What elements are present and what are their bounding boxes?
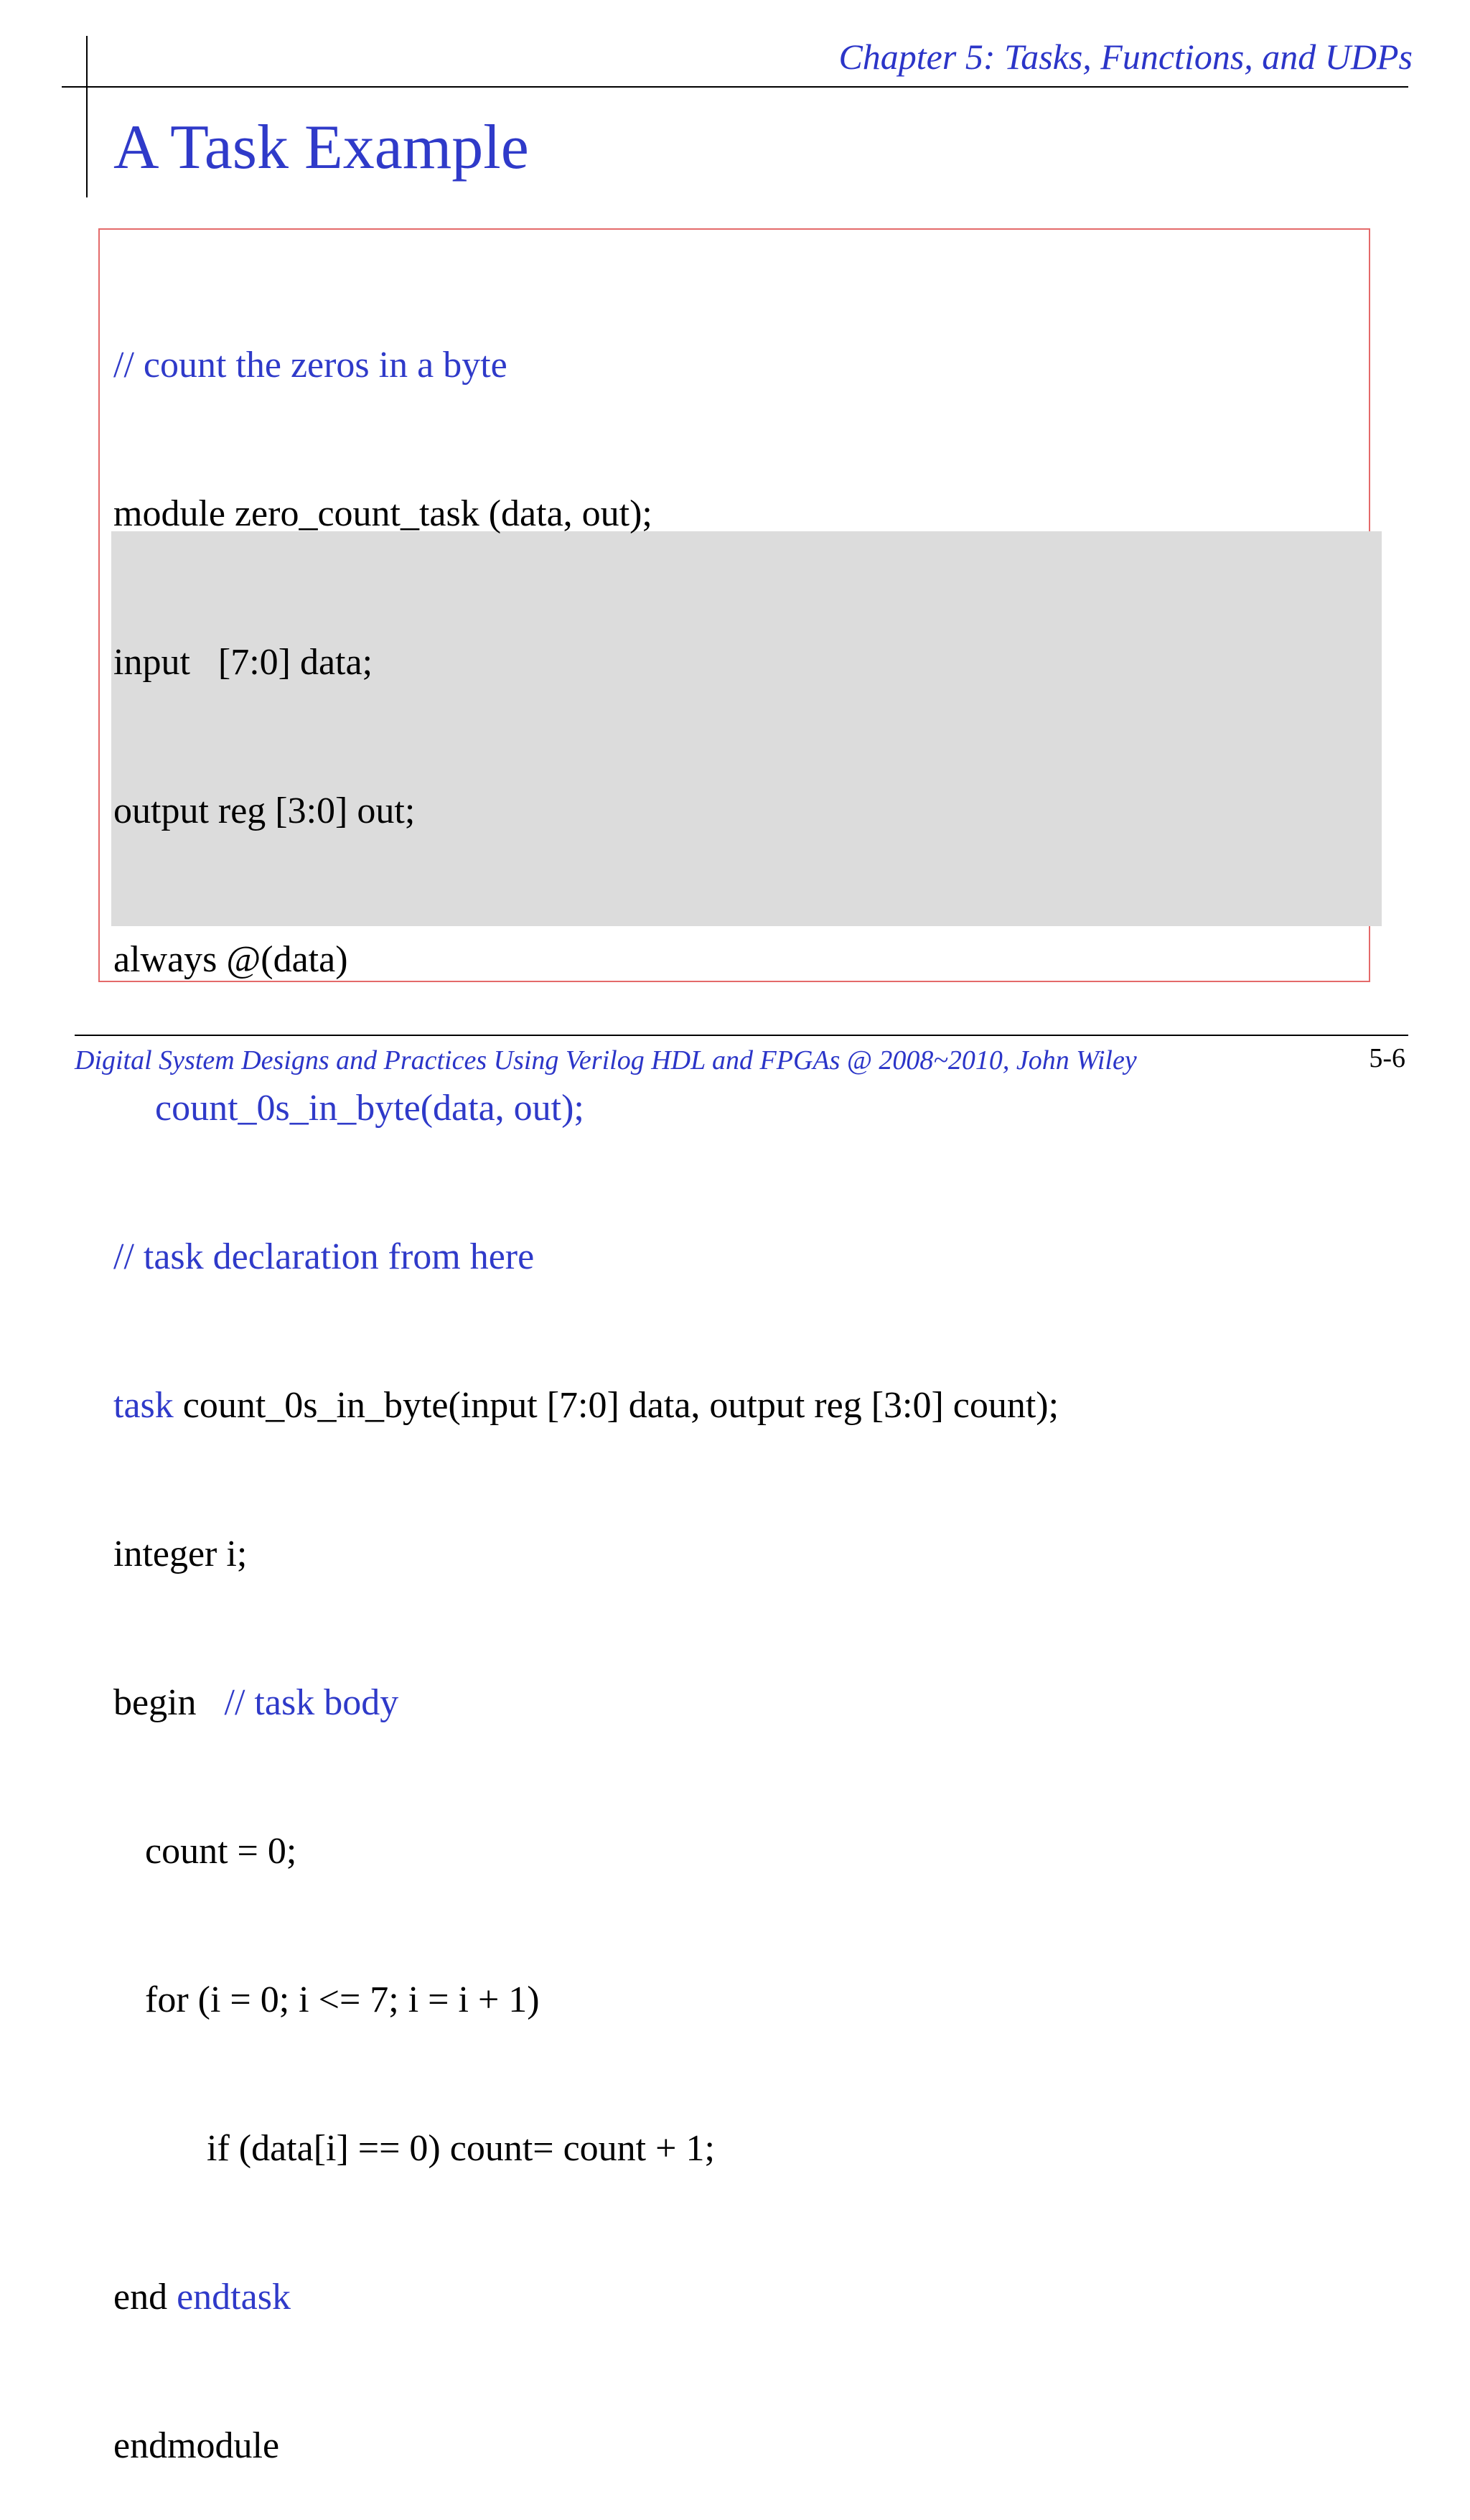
code-line-input: input [7:0] data; <box>113 642 373 683</box>
end-keyword: end <box>113 2277 177 2318</box>
footer-rule <box>75 1035 1408 1036</box>
header-rule <box>62 86 1408 88</box>
code-line-integer: integer i; <box>113 1534 248 1574</box>
code-line-module: module zero_count_task (data, out); <box>113 493 652 534</box>
slide-title: A Task Example <box>113 113 529 182</box>
code-line-count-init: count = 0; <box>145 1831 297 1872</box>
page-number: 5-6 <box>1369 1043 1405 1073</box>
code-line-task-comment: // task declaration from here <box>113 1236 535 1277</box>
endtask-keyword: endtask <box>177 2277 291 2318</box>
code-listing <box>113 241 1059 2520</box>
code-line-if: if (data[i] == 0) count= count + 1; <box>207 2128 715 2169</box>
footer-citation: Digital System Designs and Practices Using Verilog HDL and FPGAs @ 2008~2010, John Wiley <box>75 1045 1137 1075</box>
code-line-for: for (i = 0; i <= 7; i = i + 1) <box>145 1979 540 2020</box>
begin-keyword: begin <box>113 1682 225 1723</box>
code-line-task-decl <box>113 1381 1059 1430</box>
task-body-comment: // task body <box>224 1682 399 1723</box>
vertical-rule <box>86 36 88 197</box>
code-line-end <box>113 2272 1059 2322</box>
code-line-comment: // count the zeros in a byte <box>113 345 507 386</box>
code-line-always: always @(data) <box>113 939 348 980</box>
code-line-begin <box>113 1678 1059 1727</box>
code-line-task-call: count_0s_in_byte(data, out); <box>155 1088 584 1129</box>
task-keyword: task <box>113 1385 174 1426</box>
code-line-endmodule: endmodule <box>113 2425 280 2466</box>
code-line-output: output reg [3:0] out; <box>113 790 416 831</box>
task-signature: count_0s_in_byte(input [7:0] data, output reg [3:0] count); <box>173 1385 1059 1426</box>
chapter-heading: Chapter 5: Tasks, Functions, and UDPs <box>838 37 1413 77</box>
